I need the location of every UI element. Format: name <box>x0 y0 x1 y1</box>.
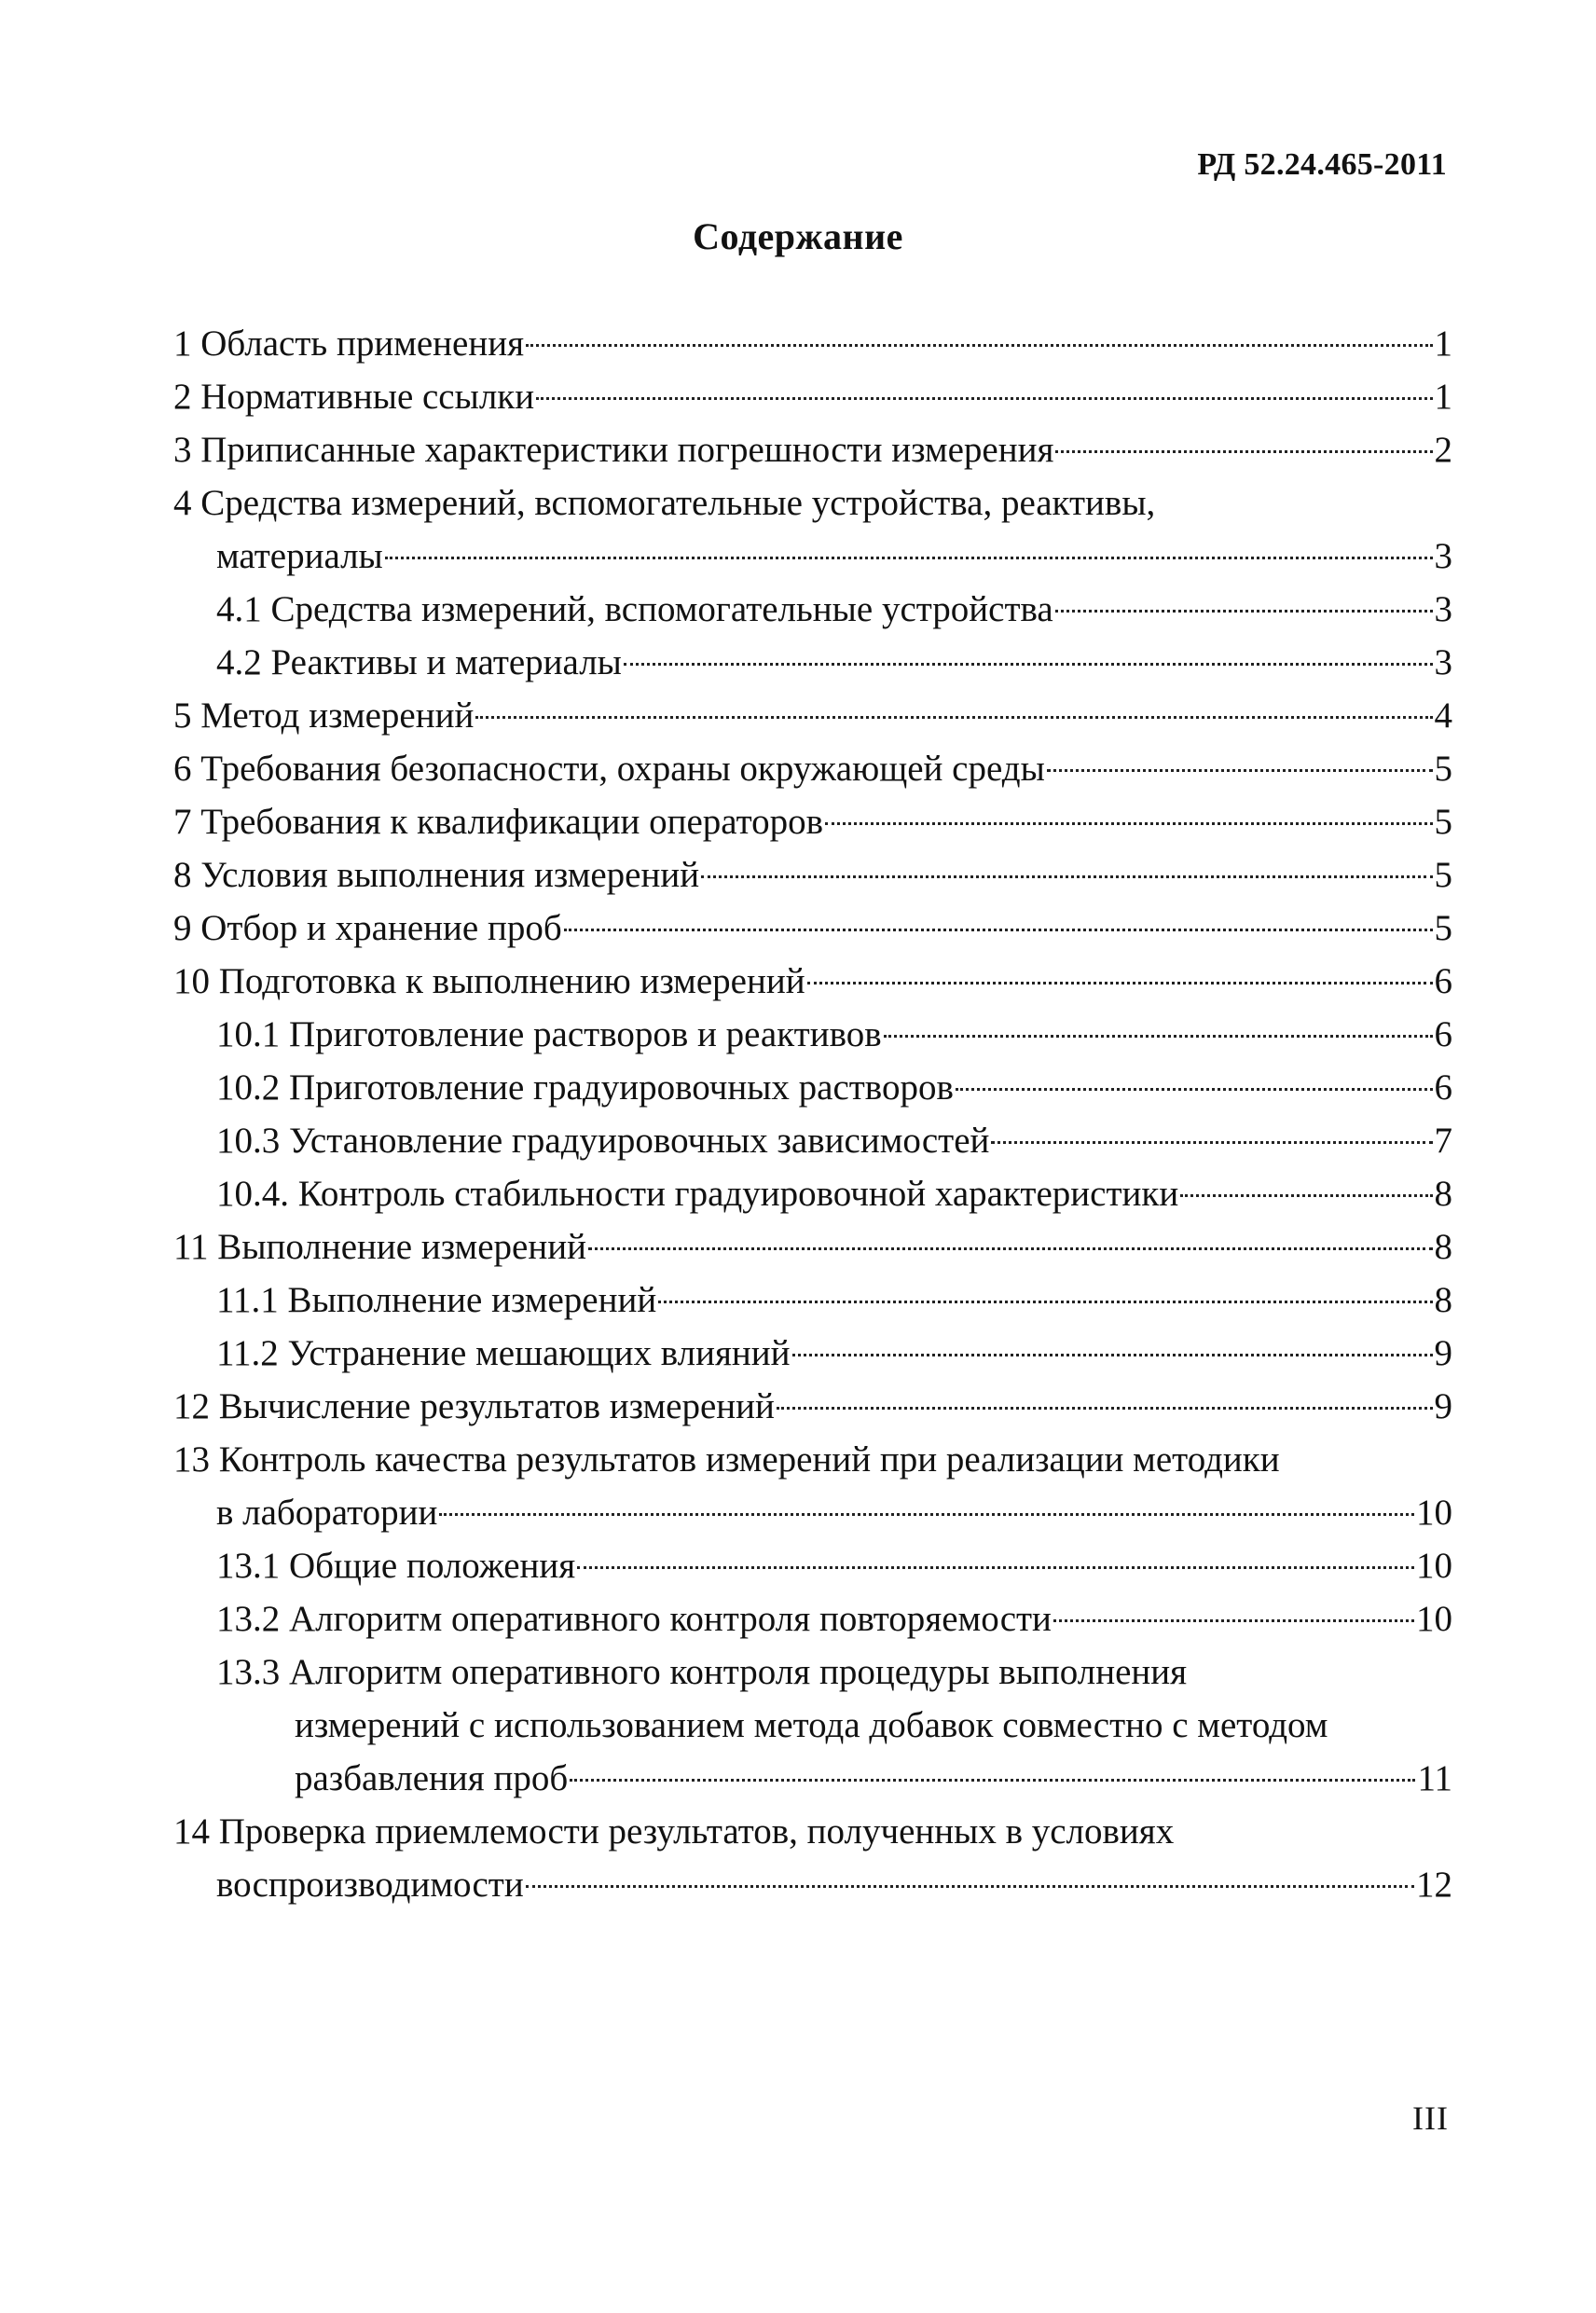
toc-entry[interactable] <box>173 1645 1452 1805</box>
toc-entry[interactable] <box>173 1380 1452 1433</box>
toc-entry-line <box>173 955 1452 1008</box>
toc-entry-page: 5 <box>1434 749 1452 789</box>
toc-entry-page: 11 <box>1417 1758 1452 1798</box>
toc-entry[interactable] <box>173 1327 1452 1380</box>
toc-entry-line <box>216 1327 1452 1380</box>
toc-entry[interactable] <box>173 1592 1452 1645</box>
dot-leader <box>526 1885 1414 1888</box>
toc-entry-title: 11.2 Устранение мешающих влияний <box>216 1333 791 1373</box>
toc-entry-line <box>173 530 1452 583</box>
dot-leader <box>564 929 1433 931</box>
dot-leader <box>475 716 1432 719</box>
toc-entry[interactable] <box>173 583 1452 636</box>
dot-leader <box>1053 1619 1414 1622</box>
toc-entry[interactable] <box>173 955 1452 1008</box>
toc-entry-page: 8 <box>1434 1227 1452 1267</box>
toc-entry-page: 5 <box>1434 802 1452 842</box>
table-of-contents <box>173 317 1452 1911</box>
toc-entry-title: 5 Метод измерений <box>173 695 475 736</box>
toc-entry-title: 8 Условия выполнения измерений <box>173 855 700 895</box>
toc-entry[interactable] <box>173 689 1452 742</box>
toc-entry-line <box>216 1645 1452 1699</box>
toc-entry-line <box>216 1274 1452 1327</box>
toc-entry-page: 6 <box>1434 961 1452 1001</box>
toc-entry-page: 3 <box>1434 642 1452 682</box>
toc-entry-title: 4 Средства измерений, вспомогательные устройства, реактивы, <box>173 483 1156 523</box>
toc-entry-page: 8 <box>1434 1174 1452 1214</box>
toc-entry-title: в лаборатории <box>216 1493 438 1533</box>
toc-entry[interactable] <box>173 1008 1452 1061</box>
dot-leader <box>570 1779 1415 1782</box>
toc-entry[interactable] <box>173 1061 1452 1114</box>
dot-leader <box>956 1088 1433 1091</box>
toc-entry-page: 6 <box>1434 1067 1452 1108</box>
toc-entry-page: 5 <box>1434 855 1452 895</box>
toc-entry-line <box>173 1486 1452 1539</box>
toc-entry-line <box>173 476 1452 530</box>
toc-entry-page: 7 <box>1434 1121 1452 1161</box>
toc-entry-title: 6 Требования безопасности, охраны окружающей среды <box>173 749 1045 789</box>
toc-entry[interactable] <box>173 1220 1452 1274</box>
toc-entry-page: 4 <box>1434 695 1452 736</box>
toc-entry-title: 13.3 Алгоритм оперативного контроля процедуры выполнения <box>216 1652 1188 1692</box>
dot-leader <box>588 1247 1433 1250</box>
toc-entry-line <box>173 317 1452 370</box>
toc-entry-title: 11.1 Выполнение измерений <box>216 1280 657 1320</box>
toc-entry-title: 11 Выполнение измерений <box>173 1227 586 1267</box>
toc-entry-title: 4.1 Средства измерений, вспомогательные устройства <box>216 589 1053 629</box>
toc-entry-line <box>173 370 1452 423</box>
toc-entry[interactable] <box>173 1167 1452 1220</box>
toc-entry-title: 14 Проверка приемлемости результатов, полученных в условиях <box>173 1811 1175 1852</box>
toc-entry-page: 10 <box>1416 1546 1452 1586</box>
toc-entry[interactable] <box>173 317 1452 370</box>
toc-entry[interactable] <box>173 902 1452 955</box>
toc-entry-title: материалы <box>216 536 383 576</box>
dot-leader <box>1055 610 1433 613</box>
toc-entry-page: 3 <box>1434 589 1452 629</box>
toc-entry-page: 10 <box>1416 1493 1452 1533</box>
toc-entry-page: 1 <box>1434 324 1452 364</box>
dot-leader <box>777 1407 1433 1410</box>
toc-entry-line <box>173 423 1452 476</box>
toc-entry-page: 12 <box>1416 1865 1452 1905</box>
toc-entry-title: измерений с использованием метода добавок совместно с методом <box>295 1705 1328 1745</box>
toc-entry-line <box>173 1380 1452 1433</box>
toc-entry-line <box>173 1433 1452 1486</box>
dot-leader <box>825 822 1432 825</box>
toc-entry-line <box>216 1699 1452 1752</box>
toc-entry-page: 1 <box>1434 377 1452 417</box>
toc-entry-line <box>173 795 1452 848</box>
toc-entry[interactable] <box>173 636 1452 689</box>
dot-leader <box>1055 450 1432 453</box>
toc-entry-title: воспроизводимости <box>216 1865 524 1905</box>
toc-entry-line <box>173 848 1452 902</box>
toc-entry-page: 10 <box>1416 1599 1452 1639</box>
toc-entry-title: 10 Подготовка к выполнению измерений <box>173 961 805 1001</box>
dot-leader <box>807 982 1433 984</box>
toc-entry-page: 9 <box>1434 1386 1452 1426</box>
page-title: Содержание <box>693 215 903 257</box>
toc-entry-title: 13.1 Общие положения <box>216 1546 576 1586</box>
dot-leader <box>701 875 1432 878</box>
dot-leader <box>439 1513 1414 1516</box>
toc-entry[interactable] <box>173 742 1452 795</box>
dot-leader <box>1047 769 1433 772</box>
dot-leader <box>658 1301 1432 1303</box>
toc-entry-title: 10.2 Приготовление градуировочных растворов <box>216 1067 954 1108</box>
toc-entry-title: 2 Нормативные ссылки <box>173 377 535 417</box>
toc-entry-title: 4.2 Реактивы и материалы <box>216 642 622 682</box>
toc-entry-page: 9 <box>1434 1333 1452 1373</box>
toc-entry-line <box>216 1008 1452 1061</box>
toc-entry[interactable] <box>173 1433 1452 1539</box>
toc-entry[interactable] <box>173 370 1452 423</box>
toc-entry[interactable] <box>173 423 1452 476</box>
toc-entry-line <box>173 1805 1452 1858</box>
toc-entry-title: 13 Контроль качества результатов измерений при реализации методики <box>173 1439 1280 1480</box>
dot-leader <box>577 1566 1414 1569</box>
toc-entry-title: 13.2 Алгоритм оперативного контроля повторяемости <box>216 1599 1052 1639</box>
toc-entry-title: 3 Приписанные характеристики погрешности измерения <box>173 430 1054 470</box>
toc-entry[interactable] <box>173 476 1452 583</box>
toc-entry[interactable] <box>173 1274 1452 1327</box>
dot-leader <box>1180 1194 1432 1197</box>
toc-entry-line <box>173 1858 1452 1911</box>
toc-entry-line <box>173 689 1452 742</box>
toc-entry-line <box>173 742 1452 795</box>
toc-entry-line <box>216 1061 1452 1114</box>
toc-entry-title: 10.3 Установление градуировочных зависимостей <box>216 1121 990 1161</box>
toc-entry-line <box>216 636 1452 689</box>
toc-entry-title: 1 Область применения <box>173 324 525 364</box>
toc-entry-title: 12 Вычисление результатов измерений <box>173 1386 775 1426</box>
toc-entry-title: 10.4. Контроль стабильности градуировочной характеристики <box>216 1174 1179 1214</box>
dot-leader <box>526 344 1432 347</box>
toc-entry-title: 10.1 Приготовление растворов и реактивов <box>216 1014 882 1054</box>
dot-leader <box>624 663 1433 666</box>
toc-entry-line <box>216 1167 1452 1220</box>
toc-entry-line <box>216 1539 1452 1592</box>
toc-entry-title: разбавления проб <box>295 1758 569 1798</box>
toc-entry[interactable] <box>173 795 1452 848</box>
toc-entry[interactable] <box>173 848 1452 902</box>
toc-entry-page: 6 <box>1434 1014 1452 1054</box>
toc-entry-line <box>173 902 1452 955</box>
toc-entry-line <box>216 1752 1452 1805</box>
dot-leader <box>884 1035 1433 1038</box>
toc-entry[interactable] <box>173 1539 1452 1592</box>
toc-entry-page: 8 <box>1434 1280 1452 1320</box>
toc-entry-title: 9 Отбор и хранение проб <box>173 908 562 948</box>
page-number: III <box>1412 2100 1449 2137</box>
toc-entry[interactable] <box>173 1114 1452 1167</box>
dot-leader <box>792 1354 1433 1356</box>
toc-entry-title: 7 Требования к квалификации операторов <box>173 802 824 842</box>
toc-entry-page: 2 <box>1434 430 1452 470</box>
toc-entry-page: 5 <box>1434 908 1452 948</box>
toc-entry-line <box>216 583 1452 636</box>
toc-entry-line <box>173 1220 1452 1274</box>
toc-entry-line <box>216 1592 1452 1645</box>
dot-leader <box>991 1141 1432 1144</box>
toc-entry-page: 3 <box>1434 536 1452 576</box>
dot-leader <box>385 557 1433 559</box>
document-code: РД 52.24.465-2011 <box>1197 147 1447 182</box>
toc-entry[interactable] <box>173 1805 1452 1911</box>
toc-entry-line <box>216 1114 1452 1167</box>
dot-leader <box>536 397 1432 400</box>
